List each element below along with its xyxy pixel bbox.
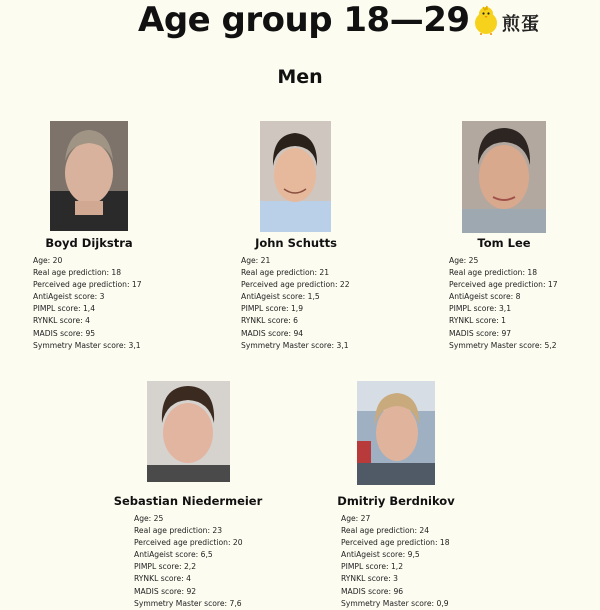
stat-rynkl-score: RYNKL score: 3 [341,574,398,584]
person-photo [50,121,128,231]
person-photo [357,381,435,485]
stat-madis-score: MADIS score: 97 [449,328,512,338]
portrait-image [260,121,331,232]
stat-rynkl-score: RYNKL score: 4 [134,574,191,584]
stat-rynkl-score: RYNKL score: 6 [241,316,298,326]
portrait-image [50,121,128,231]
stat-age: Age: 20 [33,256,63,265]
site-logo[interactable] [472,4,552,38]
person-stats [341,513,450,610]
stat-madis-score: MADIS score: 94 [241,328,304,338]
person-name: Dmitriy Berdnikov [337,494,455,508]
person-stats [449,255,558,352]
stat-madis-score: MADIS score: 96 [341,586,404,596]
stat-perceived-age-prediction: Perceived age prediction: 20 [134,538,243,548]
person-name: Sebastian Niedermeier [113,494,263,508]
stat-age: Age: 25 [449,256,479,265]
portrait-image [147,381,230,482]
page-title-text: Age group 18—29 [138,0,470,40]
person-stats [33,255,142,352]
stat-pimpl-score: PIMPL score: 1,9 [241,304,304,314]
stat-symmetry-master-score: Symmetry Master score: 3,1 [241,340,349,350]
stat-real-age-prediction: Real age prediction: 18 [449,268,538,278]
stat-pimpl-score: PIMPL score: 3,1 [449,304,512,314]
stat-symmetry-master-score: Symmetry Master score: 3,1 [33,340,141,350]
person-photo [147,381,230,482]
person-stats [134,513,243,610]
stat-real-age-prediction: Real age prediction: 18 [33,268,122,278]
stat-pimpl-score: PIMPL score: 2,2 [134,562,197,572]
person-photo [260,121,331,232]
stat-antiageist-score: AntiAgeist score: 6,5 [134,550,213,560]
stat-symmetry-master-score: Symmetry Master score: 5,2 [449,340,557,350]
stat-antiageist-score: AntiAgeist score: 1,5 [241,292,320,302]
stat-rynkl-score: RYNKL score: 4 [33,316,90,326]
person-stats [241,255,350,352]
stat-madis-score: MADIS score: 95 [33,328,96,338]
chick-icon [472,4,500,36]
stat-real-age-prediction: Real age prediction: 24 [341,526,430,536]
person-name: Boyd Dijkstra [45,236,133,250]
stat-age: Age: 27 [341,514,371,523]
portrait-image [462,121,546,233]
stat-symmetry-master-score: Symmetry Master score: 7,6 [134,598,242,608]
stat-antiageist-score: AntiAgeist score: 9,5 [341,550,420,560]
stat-real-age-prediction: Real age prediction: 23 [134,526,223,536]
stat-pimpl-score: PIMPL score: 1,4 [33,304,96,314]
stat-symmetry-master-score: Symmetry Master score: 0,9 [341,598,449,608]
stat-pimpl-score: PIMPL score: 1,2 [341,562,404,572]
stat-age: Age: 25 [134,514,164,523]
section-title: Men [277,66,323,88]
stat-perceived-age-prediction: Perceived age prediction: 17 [449,280,558,290]
person-name: John Schutts [255,236,337,250]
stat-antiageist-score: AntiAgeist score: 3 [33,292,105,302]
stat-perceived-age-prediction: Perceived age prediction: 17 [33,280,142,290]
stat-real-age-prediction: Real age prediction: 21 [241,268,330,278]
stat-antiageist-score: AntiAgeist score: 8 [449,292,521,302]
stat-madis-score: MADIS score: 92 [134,586,197,596]
stat-rynkl-score: RYNKL score: 1 [449,316,506,326]
person-name: Tom Lee [477,236,531,250]
portrait-image [357,381,435,485]
person-photo [462,121,546,233]
stat-age: Age: 21 [241,256,271,265]
stat-perceived-age-prediction: Perceived age prediction: 18 [341,538,450,548]
stat-perceived-age-prediction: Perceived age prediction: 22 [241,280,350,290]
logo-text: 煎蛋 [502,14,540,35]
